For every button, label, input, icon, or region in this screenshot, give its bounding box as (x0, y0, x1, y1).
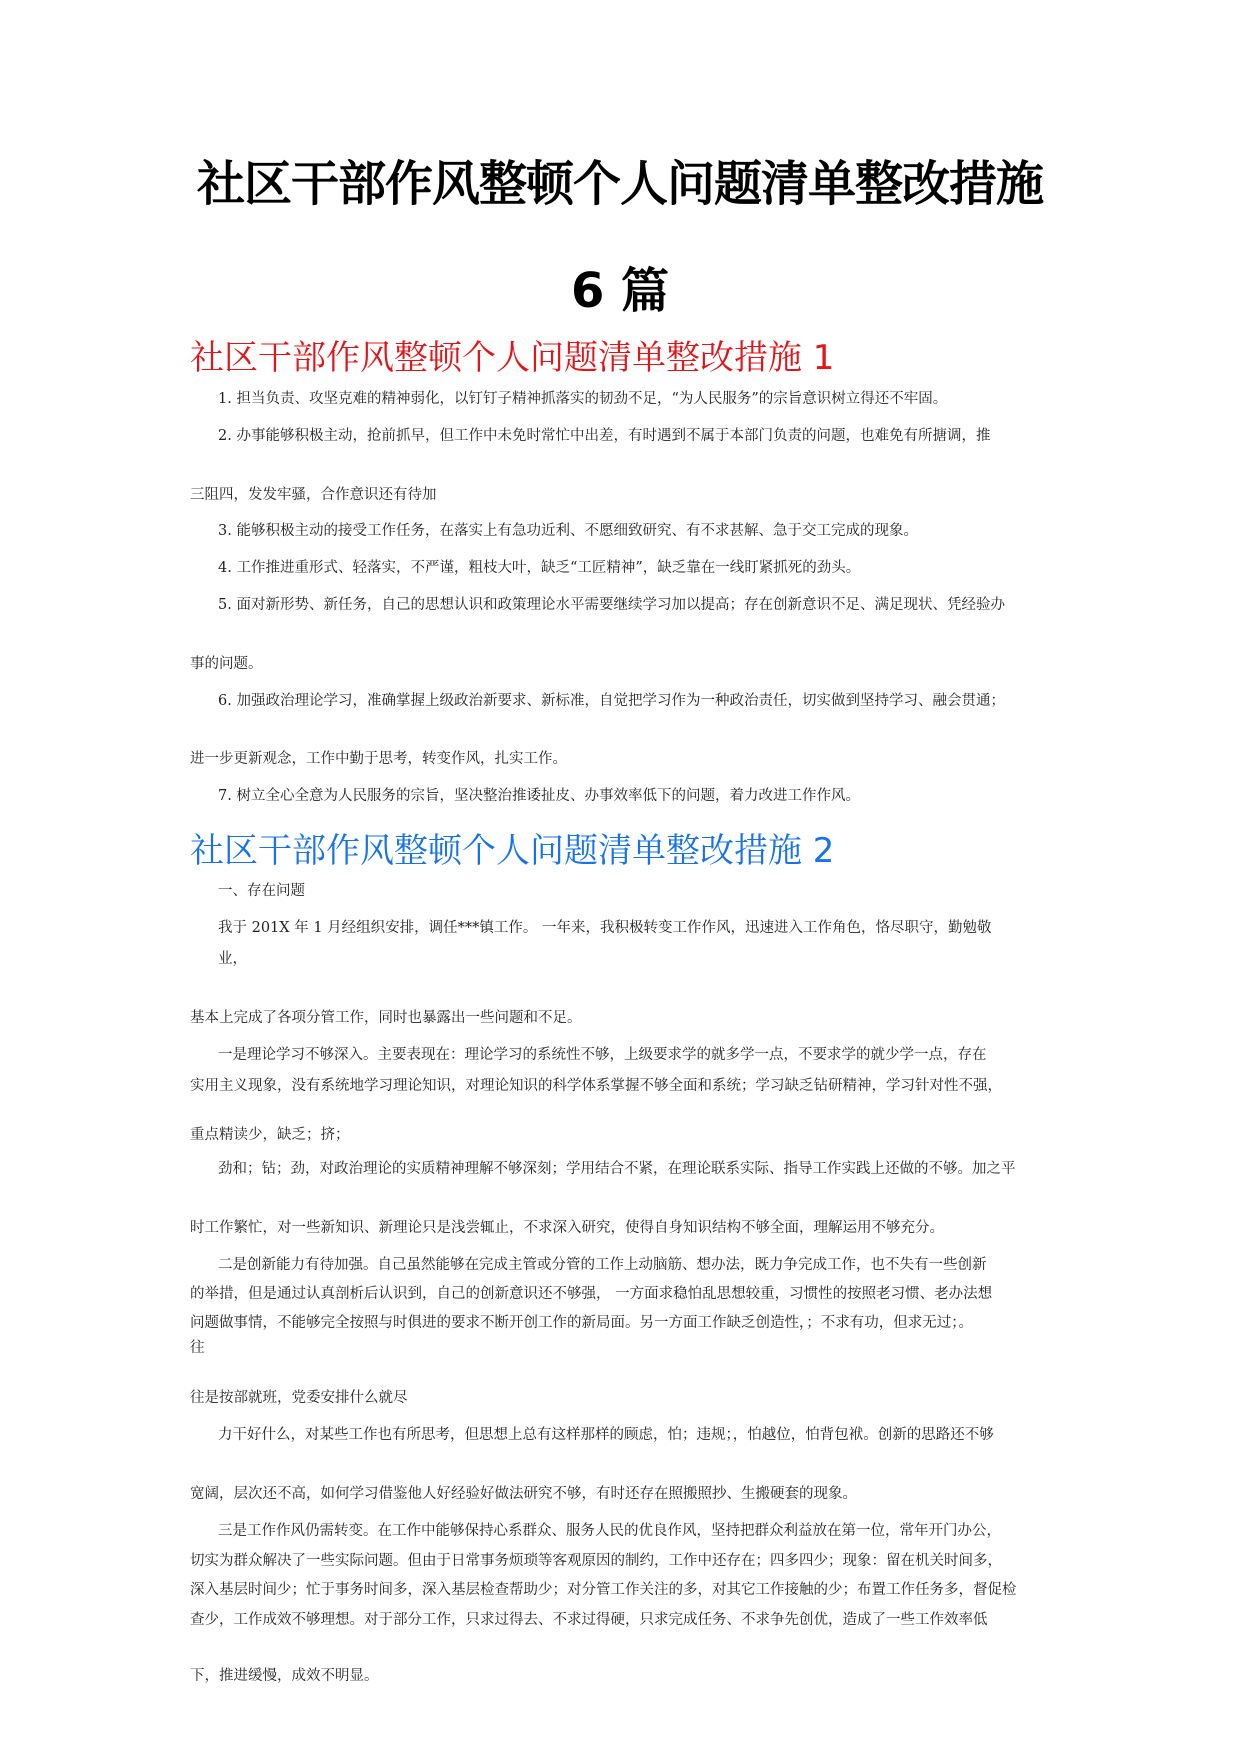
paragraph-line: 的举措，但是通过认真剖析后认识到，自己的创新意识还不够强， 一方面求稳怕乱思想较重，习惯性的按照老习惯、老办法想 (190, 1286, 993, 1302)
section-1-heading: 社区干部作风整顿个人问题清单整改措施 1 (190, 338, 835, 378)
paragraph-line: 往 (190, 1340, 205, 1356)
paragraph-line: 2. 办事能够积极主动，抢前抓早，但工作中未免时常忙中出差，有时遇到不属于本部门负责的问题，也难免有所搪调，推 (218, 428, 991, 444)
paragraph-line: 6. 加强政治理论学习，准确掌握上级政治新要求、新标准，自觉把学习作为一种政治责任，切实做到坚持学习、融会贯通； (218, 693, 1005, 709)
paragraph-line: 1. 担当负责、攻坚克难的精神弱化，以钉钉子精神抓落实的韧劲不足，“为人民服务”的宗旨意识树立得还不牢固。 (218, 391, 948, 407)
paragraph-line: 基本上完成了各项分管工作，同时也暴露出一些问题和不足。 (190, 1010, 582, 1026)
document-title-count: 6 篇 (570, 263, 670, 319)
paragraph-line: 下，推进缓慢，成效不明显。 (190, 1668, 379, 1684)
paragraph-line: 进一步更新观念，工作中勤于思考，转变作风，扎实工作。 (190, 751, 567, 767)
paragraph-line: 业， (218, 951, 247, 967)
paragraph-line: 查少，工作成效不够理想。对于部分工作，只求过得去、不求过得硬，只求完成任务、不求争先创优，造成了一些工作效率低 (190, 1612, 988, 1628)
paragraph-line: 一、存在问题 (218, 883, 305, 899)
paragraph-line: 深入基层时间少；忙于事务时间多，深入基层检查帮助少；对分管工作关注的多，对其它工作接触的少；布置工作任务多，督促检 (190, 1582, 1017, 1598)
paragraph-line: 切实为群众解决了一些实际问题。但由于日常事务烦琐等客观原因的制约，工作中还存在；四多四少；现象：留在机关时间多， (190, 1553, 1002, 1569)
paragraph-line: 一是理论学习不够深入。主要表现在：理论学习的系统性不够，上级要求学的就多学一点，不要求学的就少学一点，存在 (218, 1047, 987, 1063)
paragraph-line: 劲和；钻；劲，对政治理论的实质精神理解不够深刻；学用结合不紧，在理论联系实际、指导工作实践上还做的不够。加之平 (218, 1161, 1016, 1177)
paragraph-line: 往是按部就班，党委安排什么就尽 (190, 1390, 408, 1406)
paragraph-line: 问题做事情，不能够完全按照与时俱进的要求不断开创工作的新局面。另一方面工作缺乏创造性，；不求有功，但求无过；。 (190, 1315, 973, 1331)
paragraph-line: 实用主义现象，没有系统地学习理论知识，对理论知识的科学体系掌握不够全面和系统；学习缺乏钻研精神，学习针对性不强， (190, 1078, 1002, 1094)
paragraph-line: 宽阔，层次还不高，如何学习借鉴他人好经验好做法研究不够，有时还存在照搬照抄、生搬硬套的现象。 (190, 1486, 857, 1502)
paragraph-line: 三阻四，发发牢骚，合作意识还有待加 (190, 487, 437, 503)
paragraph-line: 5. 面对新形势、新任务，自己的思想认识和政策理论水平需要继续学习加以提高；存在创新意识不足、满足现状、凭经验办 (218, 597, 1005, 613)
paragraph-line: 二是创新能力有待加强。自己虽然能够在完成主管或分管的工作上动脑筋、想办法，既力争完成工作，也不失有一些创新 (218, 1257, 987, 1273)
paragraph-line: 三是工作作风仍需转变。在工作中能够保持心系群众、服务人民的优良作风，坚持把群众利益放在第一位，常年开门办公， (218, 1523, 1001, 1539)
paragraph-line: 3. 能够积极主动的接受工作任务，在落实上有急功近利、不愿细致研究、有不求甚解、急于交工完成的现象。 (218, 523, 918, 539)
paragraph-line: 我于 201X 年 1 月经组织安排，调任***镇工作。 一年来，我积极转变工作作风，迅速进入工作角色，恪尽职守，勤勉敬 (218, 920, 992, 936)
paragraph-line: 事的问题。 (190, 656, 263, 672)
section-2-heading: 社区干部作风整顿个人问题清单整改措施 2 (190, 831, 835, 871)
paragraph-line: 时工作繁忙，对一些新知识、新理论只是浅尝辄止，不求深入研究，使得自身知识结构不够全面，理解运用不够充分。 (190, 1220, 944, 1236)
paragraph-line: 4. 工作推进重形式、轻落实，不严谨，粗枝大叶，缺乏“工匠精神”，缺乏靠在一线盯紧抓死的劲头。 (218, 560, 861, 576)
document-title: 社区干部作风整顿个人问题清单整改措施 (196, 156, 1043, 212)
paragraph-line: 7. 树立全心全意为人民服务的宗旨，坚决整治推诿扯皮、办事效率低下的问题，着力改进工作作风。 (218, 788, 860, 804)
paragraph-line: 力干好什么，对某些工作也有所思考，但思想上总有这样那样的顾虑，怕；违规；，怕越位，怕背包袱。创新的思路还不够 (218, 1427, 994, 1443)
paragraph-line: 重点精读少，缺乏；挤； (190, 1127, 350, 1143)
